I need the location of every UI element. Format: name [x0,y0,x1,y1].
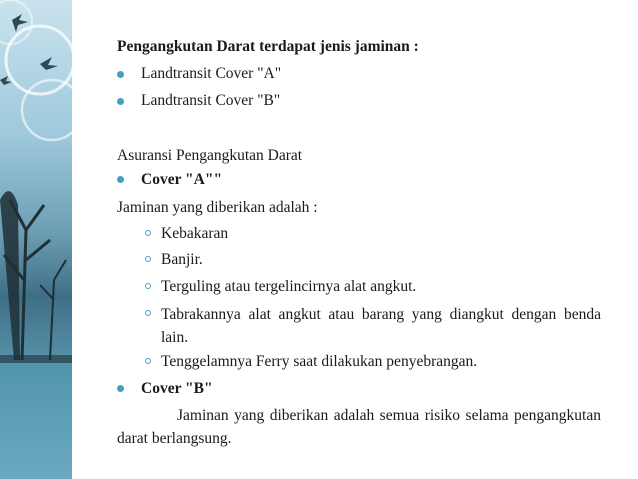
bullet-icon [117,385,124,392]
bullet-icon [117,176,124,183]
bullet-icon [117,98,124,105]
list-item: Tabrakannya alat angkut atau barang yang diangkut dengan benda lain. [161,306,601,346]
cover-b-description: Jaminan yang diberikan adalah semua risiko selama pengangkutan darat berlangsung. [117,407,601,447]
circle-bullet-icon [145,256,151,262]
decorative-sidebar-image [0,0,72,479]
list-item: Landtransit Cover "A" [141,65,282,82]
heading: Pengangkutan Darat terdapat jenis jaminan : [117,38,419,55]
cover-a-label: Cover "A"" [141,171,223,188]
list-item: Banjir. [161,251,203,268]
section-title: Asuransi Pengangkutan Darat [117,147,303,164]
list-item: Landtransit Cover "B" [141,92,281,109]
circle-bullet-icon [145,230,151,236]
list-item: Terguling atau tergelincirnya alat angkut. [161,278,417,295]
cover-a-intro: Jaminan yang diberikan adalah : [117,199,318,216]
circle-bullet-icon [145,283,151,289]
landscape-illustration [0,0,72,479]
list-item: Kebakaran [161,225,229,242]
circle-bullet-icon [145,358,151,364]
cover-b-label: Cover "B" [141,380,213,397]
bullet-icon [117,71,124,78]
slide-content [117,0,601,479]
list-item: Tenggelamnya Ferry saat dilakukan penyebrangan. [161,353,478,370]
circle-bullet-icon [145,310,151,316]
